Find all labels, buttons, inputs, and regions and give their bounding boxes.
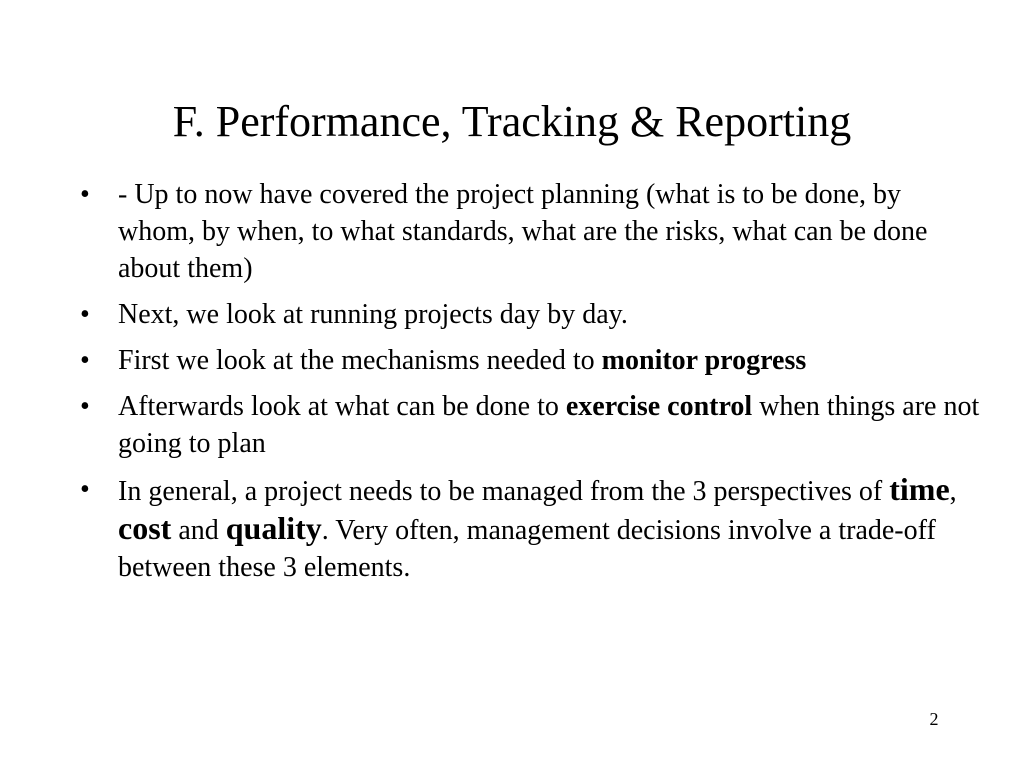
- bullet-text: - Up to now have covered the project planning (what is to be done, by whom, by when, to what standards, what are the risks, what can be done about them): [118, 179, 928, 284]
- bullet-text-prefix: First we look at the mechanisms needed to: [118, 345, 602, 376]
- bullet-text: [118, 471, 957, 583]
- bullet-item: [80, 176, 980, 287]
- bullet-text-suffix: . Very often, management decisions involve a trade-off between these 3 elements.: [118, 515, 936, 583]
- separator: ,: [949, 476, 957, 507]
- page-number: 2: [929, 709, 939, 729]
- separator: and: [171, 515, 226, 546]
- bullet-text-prefix: Afterwards look at what can be done to: [118, 391, 566, 422]
- bullet-text: [118, 391, 979, 459]
- bullet-text: [118, 345, 806, 376]
- term-quality: quality: [225, 510, 322, 546]
- bullet-mark: •: [80, 345, 90, 376]
- bullet-mark: •: [80, 474, 90, 505]
- bullet-item: [80, 471, 980, 586]
- bullet-item: [80, 342, 980, 379]
- term-time: time: [889, 471, 950, 507]
- bullet-list: [80, 176, 980, 595]
- slide-title: F. Performance, Tracking & Reporting: [172, 97, 852, 146]
- bullet-bold-term: exercise control: [565, 391, 753, 422]
- bullet-item: [80, 388, 980, 462]
- bullet-bold-term: monitor progress: [601, 345, 807, 376]
- bullet-mark: •: [80, 391, 90, 422]
- term-cost: cost: [118, 510, 172, 546]
- bullet-text: Next, we look at running projects day by day.: [118, 299, 628, 330]
- bullet-mark: •: [80, 299, 90, 330]
- bullet-text-prefix: In general, a project needs to be managed from the 3 perspectives of: [118, 476, 890, 507]
- bullet-mark: •: [80, 179, 90, 210]
- bullet-item: [80, 296, 980, 333]
- bullet-text-suffix: when things are not going to plan: [118, 391, 980, 459]
